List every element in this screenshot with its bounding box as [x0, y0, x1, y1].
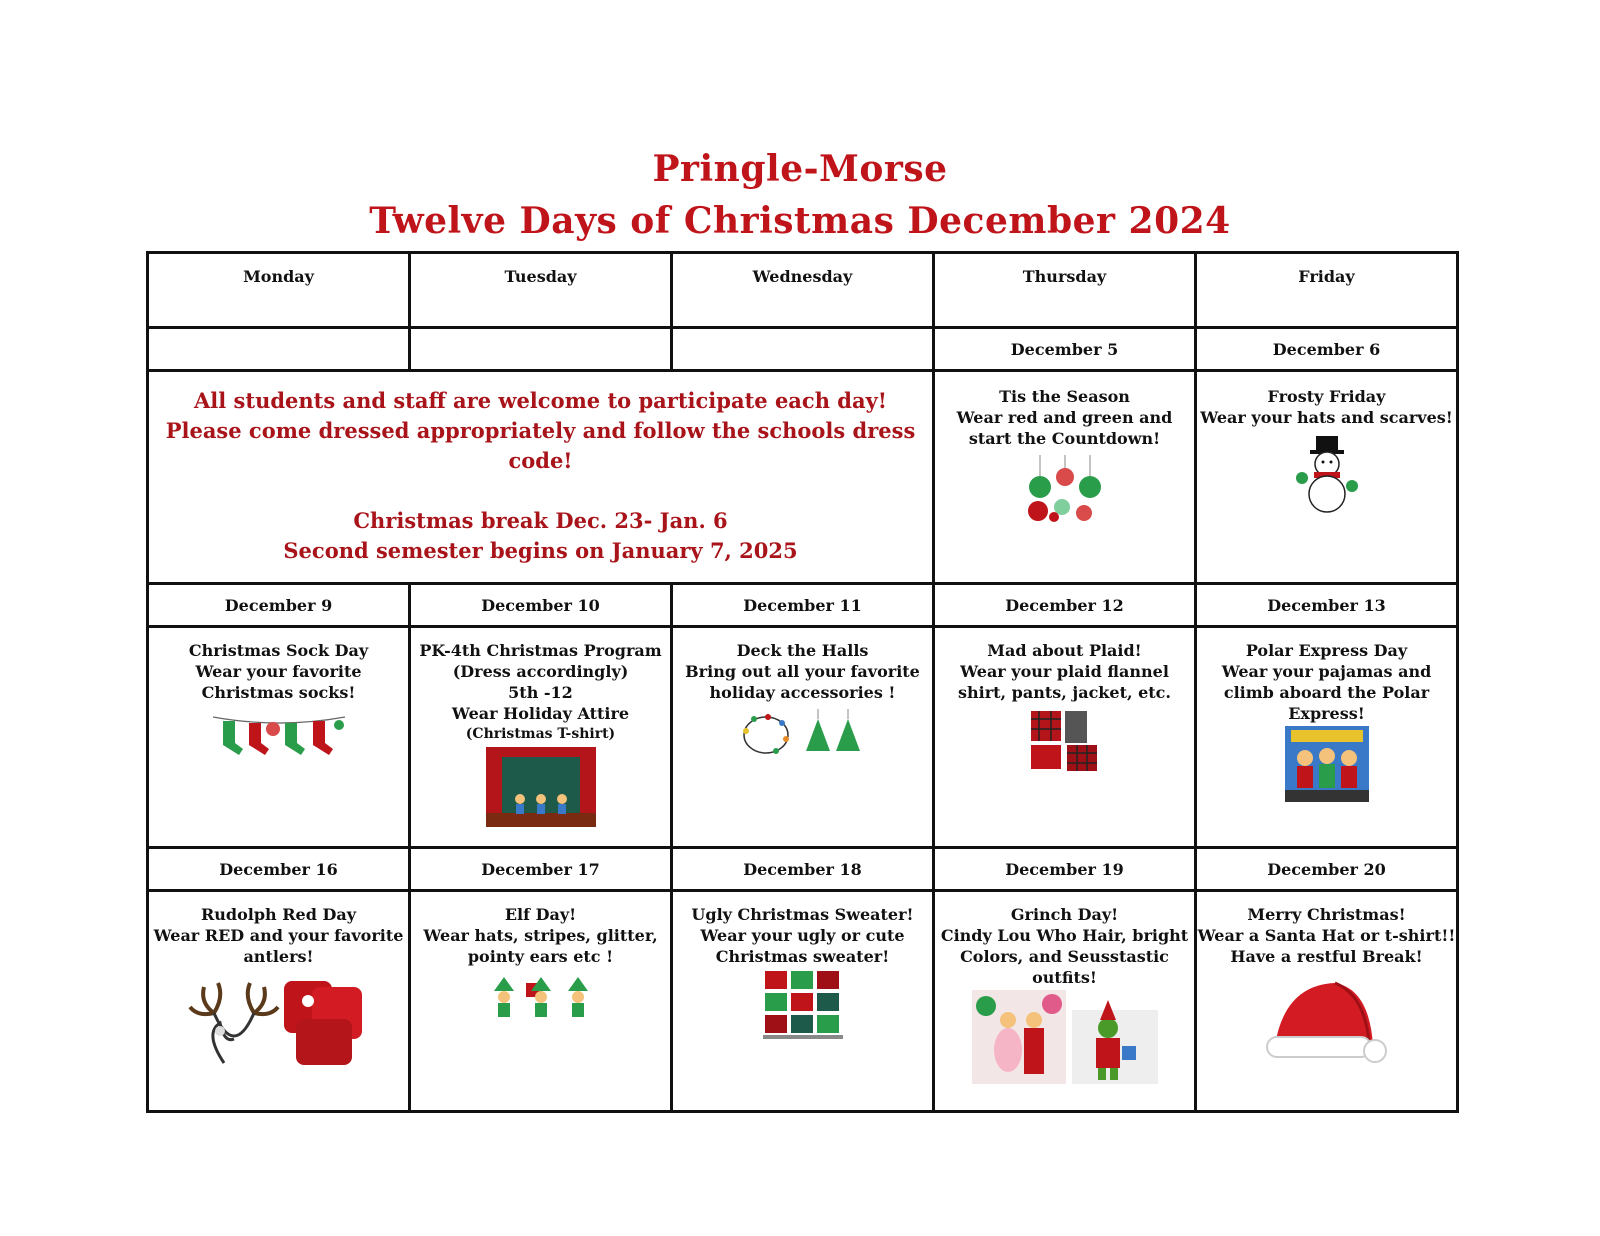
- weekday-thursday: Thursday: [934, 253, 1196, 328]
- accessories-icon: [738, 709, 868, 761]
- day-cell-dec10: [410, 627, 672, 848]
- event-desc: Cindy Lou Who Hair, bright Colors, and Seusstastic outfits!: [940, 926, 1189, 987]
- event-title: Merry Christmas!: [1247, 905, 1406, 924]
- weekday-friday: Friday: [1196, 253, 1458, 328]
- event-title: Christmas Sock Day: [188, 641, 369, 660]
- notice-cell: [148, 371, 934, 584]
- date-dec9: December 9: [148, 584, 410, 627]
- day-cell-dec5: [934, 371, 1196, 584]
- events-row-week2: [148, 627, 1458, 848]
- santa-hat-icon: [1265, 975, 1389, 1071]
- event-title: Ugly Christmas Sweater!: [691, 905, 914, 924]
- date-dec6: December 6: [1196, 328, 1458, 371]
- event-desc: Wear a Santa Hat or t-shirt!!: [1197, 926, 1456, 945]
- event-title: PK-4th Christmas Program: [419, 641, 662, 660]
- event-desc: Wear your hats and scarves!: [1200, 408, 1453, 427]
- event-desc: Wear your pajamas and climb aboard the Polar Express!: [1221, 662, 1432, 723]
- antlers-icon: [184, 973, 374, 1069]
- date-empty: [672, 328, 934, 371]
- day-cell-dec18: [672, 891, 934, 1112]
- stage-icon: [486, 747, 596, 827]
- plaid-icon: [1029, 709, 1101, 773]
- events-row-week3: [148, 891, 1458, 1112]
- school-name: Pringle-Morse: [652, 148, 948, 190]
- ornaments-icon: [1020, 455, 1110, 525]
- weekday-wednesday: Wednesday: [672, 253, 934, 328]
- notice-line: Christmas break Dec. 23- Jan. 6: [353, 508, 728, 533]
- date-dec17: December 17: [410, 848, 672, 891]
- event-note: (Dress accordingly): [452, 662, 629, 681]
- date-dec20: December 20: [1196, 848, 1458, 891]
- notice-line: Please come dressed appropriately and follow the schools dress code!: [165, 418, 916, 473]
- calendar-table: [146, 251, 1459, 1113]
- event-desc: Wear your ugly or cute Christmas sweater!: [700, 926, 905, 966]
- event-title: Tis the Season: [999, 387, 1130, 406]
- weekday-monday: Monday: [148, 253, 410, 328]
- event-desc: Wear RED and your favorite antlers!: [153, 926, 404, 966]
- event-desc: Wear your favorite Christmas socks!: [195, 662, 362, 702]
- day-cell-dec9: [148, 627, 410, 848]
- event-title: Rudolph Red Day: [200, 905, 357, 924]
- event-desc: Wear Holiday Attire: [451, 704, 630, 723]
- day-cell-dec13: [1196, 627, 1458, 848]
- sweaters-icon: [763, 969, 843, 1039]
- event-title: Polar Express Day: [1245, 641, 1408, 660]
- weekday-tuesday: Tuesday: [410, 253, 672, 328]
- day-cell-dec20: [1196, 891, 1458, 1112]
- notice-text: [149, 372, 932, 566]
- date-row-week2: [148, 584, 1458, 627]
- day-cell-dec19: [934, 891, 1196, 1112]
- day-cell-dec17: [410, 891, 672, 1112]
- notice-line: Second semester begins on January 7, 2025: [283, 538, 798, 563]
- event-desc: Bring out all your favorite holiday accessories !: [685, 662, 920, 702]
- date-row-week1: [148, 328, 1458, 371]
- date-dec10: December 10: [410, 584, 672, 627]
- events-row-week1: [148, 371, 1458, 584]
- day-cell-dec16: [148, 891, 410, 1112]
- day-cell-dec6: [1196, 371, 1458, 584]
- event-title: Frosty Friday: [1267, 387, 1386, 406]
- date-row-week3: [148, 848, 1458, 891]
- notice-line: All students and staff are welcome to participate each day!: [193, 388, 887, 413]
- event-title: Deck the Halls: [736, 641, 869, 660]
- date-dec13: December 13: [1196, 584, 1458, 627]
- date-dec11: December 11: [672, 584, 934, 627]
- event-desc: Wear hats, stripes, glitter, pointy ears etc !: [423, 926, 658, 966]
- event-title: Grinch Day!: [1010, 905, 1119, 924]
- event-desc: Wear your plaid flannel shirt, pants, jacket, etc.: [958, 662, 1171, 702]
- event-note: (Christmas T-shirt): [465, 726, 616, 742]
- grinch-icon: [972, 990, 1158, 1084]
- date-dec18: December 18: [672, 848, 934, 891]
- day-cell-dec12: [934, 627, 1196, 848]
- event-title: Mad about Plaid!: [987, 641, 1142, 660]
- event-grades: 5th -12: [508, 683, 573, 702]
- calendar-title: Twelve Days of Christmas December 2024: [369, 200, 1231, 242]
- weekday-header-row: [148, 253, 1458, 328]
- event-desc: Wear red and green and start the Countdown!: [956, 408, 1173, 448]
- date-dec12: December 12: [934, 584, 1196, 627]
- elves-icon: [486, 973, 596, 1025]
- date-dec19: December 19: [934, 848, 1196, 891]
- date-dec16: December 16: [148, 848, 410, 891]
- event-note: Have a restful Break!: [1230, 947, 1423, 966]
- stockings-icon: [209, 709, 349, 761]
- event-title: Elf Day!: [504, 905, 577, 924]
- snowman-icon: [1292, 434, 1362, 516]
- date-dec5: December 5: [934, 328, 1196, 371]
- polar-express-icon: [1285, 726, 1369, 802]
- date-empty: [148, 328, 410, 371]
- day-cell-dec11: [672, 627, 934, 848]
- date-empty: [410, 328, 672, 371]
